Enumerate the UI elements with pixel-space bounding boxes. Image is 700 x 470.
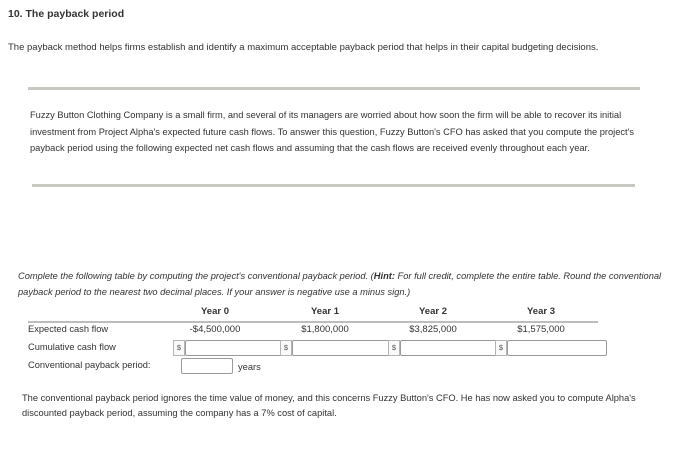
expected-cash-flow-year-0: -$4,500,000 [189,324,241,335]
question-title: 10. The payback period [8,8,125,20]
header-rule [28,321,598,323]
header-year-0: Year 0 [201,306,229,317]
header-year-3: Year 3 [527,306,555,317]
cumulative-cash-flow-input-year-2[interactable] [400,340,500,356]
currency-prefix-year-1: $ [280,340,292,356]
row-label-cumulative-cash-flow: Cumulative cash flow [28,342,116,352]
footer-text: The conventional payback period ignores the time value of money, and this concerns Fuzzy Button's CFO. He has now asked you to compute Alpha's discounted payback period, assuming the company has a 7% cost of capital. [22,393,636,418]
intro-text: The payback method helps firms establish and identify a maximum acceptable payback period that helps in their capital budgeting decisions. [8,42,599,53]
instructions [18,268,678,300]
row-label-conventional-payback-period: Conventional payback period: [28,360,151,370]
hint-text: For full credit, complete the entire table. Round the conventional payback period to the nearest two decimal places. If your answer is negative use a minus sign.) [18,271,662,297]
hint-label: Hint: [373,271,395,281]
payback-unit-label: years [238,362,261,372]
expected-cash-flow-year-2: $3,825,000 [409,324,457,335]
expected-cash-flow-year-1: $1,800,000 [301,324,349,335]
conventional-payback-period-input[interactable] [181,358,233,374]
cumulative-cash-flow-input-year-3[interactable] [507,340,607,356]
instructions-main: Complete the following table by computing the project's conventional payback period. ( [18,271,374,281]
divider-bottom [32,184,635,187]
header-year-1: Year 1 [311,306,339,317]
cumulative-cash-flow-input-year-0[interactable] [185,340,285,356]
currency-prefix-year-2: $ [388,340,400,356]
cumulative-cash-flow-input-year-1[interactable] [292,340,392,356]
currency-prefix-year-3: $ [495,340,507,356]
expected-cash-flow-year-3: $1,575,000 [517,324,565,335]
divider-top [28,87,640,90]
row-label-expected-cash-flow: Expected cash flow [28,324,109,334]
scenario-text: Fuzzy Button Clothing Company is a small firm, and several of its managers are worried about how soon the firm will be able to recover its initial investment from Project Alpha's expected future cash flows. To answer this question, Fuzzy Button's CFO has asked that you compute the project's payback period using the following expected net cash flows and assuming that the cash flows are received evenly throughout each year. [30,110,635,153]
currency-prefix-year-0: $ [173,340,185,356]
header-year-2: Year 2 [419,306,447,317]
